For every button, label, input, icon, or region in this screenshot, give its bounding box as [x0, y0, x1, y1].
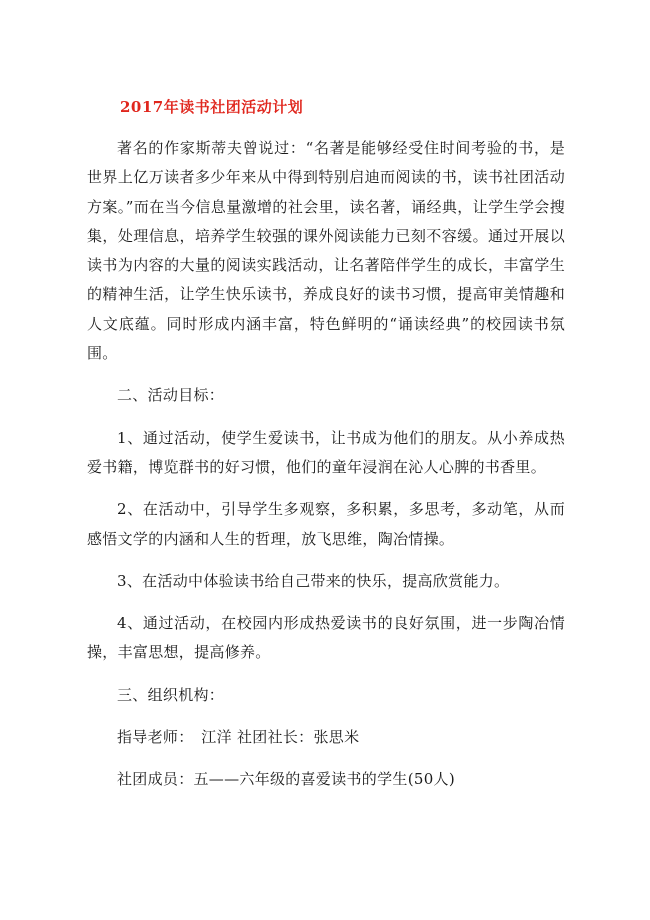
document-title: 2017年读书社团活动计划 — [120, 98, 304, 116]
section-heading-organization: 三、组织机构： — [117, 685, 225, 704]
document-body — [87, 134, 565, 795]
goal-item-1: 1、通过活动，使学生爱读书，让书成为他们的朋友。从小养成热爱书籍，博览群书的好习惯，他们的童年浸润在沁人心脾的书香里。 — [87, 428, 565, 476]
goal-item-3: 3、在活动中体验读书给自己带来的快乐，提高欣赏能力。 — [117, 571, 510, 590]
section-heading-goals: 二、活动目标： — [117, 386, 225, 405]
intro-paragraph: 著名的作家斯蒂夫曾说过：“名著是能够经受住时间考验的书，是世界上亿万读者多少年来从中得到特别启迪而阅读的书，读书社团活动方案。”而在当今信息量激增的社会里，读名著，诵经典，让学生学会搜集，处理信息，培养学生较强的课外阅读能力已刻不容缓。通过开展以读书为内容的大量的阅读实践活动，让名著陪伴学生的成长，丰富学生的精神生活，让学生快乐读书，养成良好的读书习惯，提高审美情趣和人文底蕴。同时形成内涵丰富，特色鲜明的“诵读经典”的校园读书氛围。 — [87, 139, 565, 363]
goal-item-2: 2、在活动中，引导学生多观察，多积累，多思考，多动笔，从而感悟文学的内涵和人生的哲理，放飞思维，陶冶情操。 — [87, 500, 565, 548]
members-line: 社团成员：五——六年级的喜爱读书的学生(50人) — [117, 770, 455, 789]
goal-item-4: 4、通过活动，在校园内形成热爱读书的良好氛围，进一步陶冶情操，丰富思想，提高修养。 — [87, 614, 565, 662]
advisor-line: 指导老师： 江洋 社团社长：张思米 — [117, 728, 360, 747]
